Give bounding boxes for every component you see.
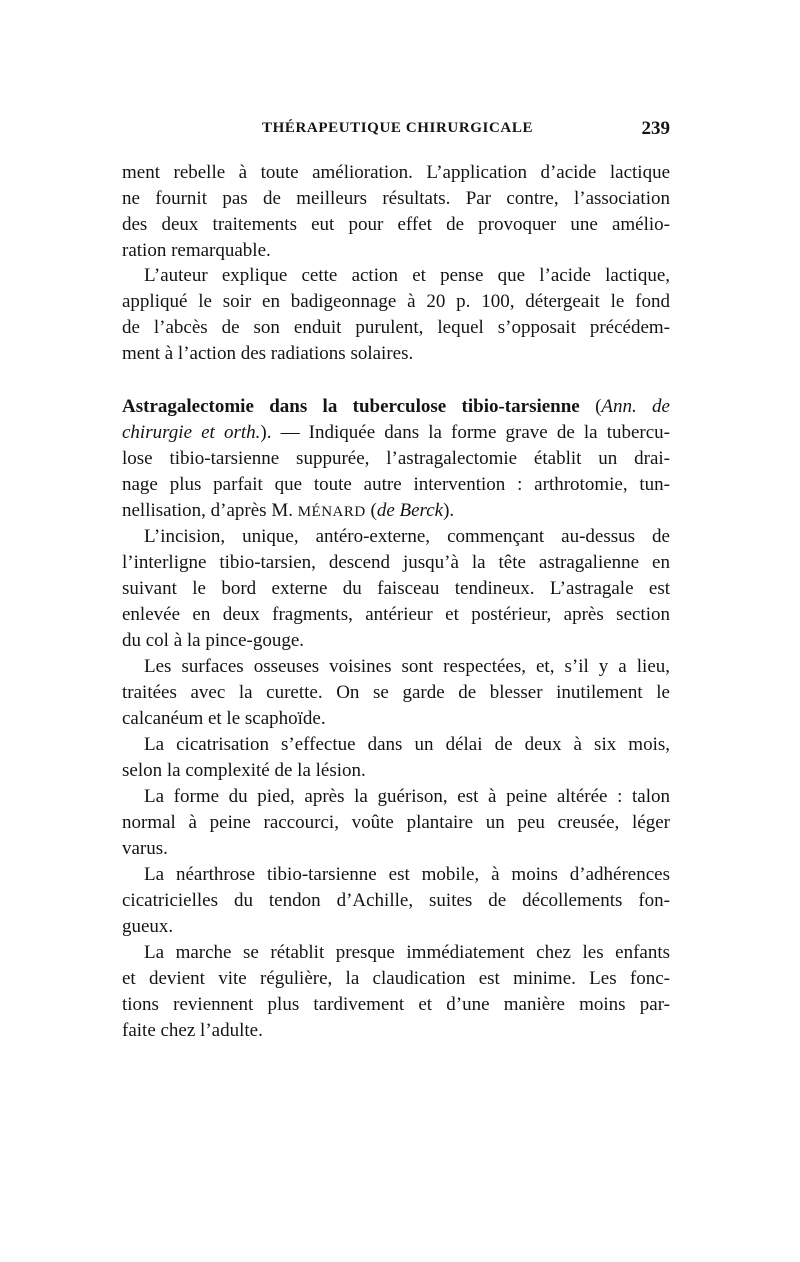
- text-line: cicatricielles du tendon d’Achille, suites de décollements fon-: [122, 890, 670, 911]
- text-line: selon la complexité de la lésion.: [122, 760, 366, 781]
- running-title: THÉRAPEUTIQUE CHIRURGICALE: [262, 120, 534, 136]
- text-line: et devient vite régulière, la claudication est minime. Les fonc-: [122, 968, 670, 989]
- text-line: lose tibio-tarsienne suppurée, l’astragalectomie établit un drai-: [122, 448, 670, 469]
- text-line: tions reviennent plus tardivement et d’une manière moins par-: [122, 994, 670, 1015]
- text-line: Les surfaces osseuses voisines sont respectées, et, s’il y a lieu,: [144, 656, 670, 677]
- text-line: calcanéum et le scaphoïde.: [122, 708, 326, 729]
- text-line: L’incision, unique, antéro-externe, commençant au-dessus de: [144, 526, 670, 547]
- punctuation: ).: [443, 500, 455, 521]
- text-line: La marche se rétablit presque immédiatement chez les enfants: [144, 942, 670, 963]
- text-line: [122, 498, 670, 524]
- text-line: faite chez l’adulte.: [122, 1020, 263, 1041]
- text-line: ment rebelle à toute amélioration. L’application d’acide lactique: [122, 162, 670, 183]
- text-line: ration remarquable.: [122, 240, 271, 261]
- punctuation: (: [365, 500, 377, 521]
- text-line: de l’abcès de son enduit purulent, lequel s’opposait précédem-: [122, 317, 670, 338]
- text-line: gueux.: [122, 916, 174, 937]
- text-line: La cicatrisation s’effectue dans un délai de deux à six mois,: [144, 734, 670, 755]
- text-line: ne fournit pas de meilleurs résultats. Par contre, l’association: [122, 188, 670, 209]
- place-name: de Berck: [376, 500, 444, 521]
- section-heading-line: [122, 394, 670, 420]
- text-run: nellisation, d’après M.: [122, 500, 298, 521]
- text-line: varus.: [122, 838, 168, 859]
- text-line: nage plus parfait que toute autre intervention : arthrotomie, tun-: [122, 474, 670, 495]
- text-line: L’auteur explique cette action et pense que l’acide lactique,: [144, 265, 670, 286]
- text-line: des deux traitements eut pour effet de provoquer une amélio-: [122, 214, 670, 235]
- source-citation: Ann. de: [601, 396, 670, 417]
- text-line: ment à l’action des radiations solaires.: [122, 343, 414, 364]
- text-line: traitées avec la curette. On se garde de blesser inutilement le: [122, 682, 670, 703]
- author-name: MÉNARD: [297, 504, 366, 520]
- text-line: l’interligne tibio-tarsien, descend jusqu’à la tête astragalienne en: [122, 552, 670, 573]
- text-line: normal à peine raccourci, voûte plantaire un peu creusée, léger: [122, 812, 670, 833]
- text-line: La forme du pied, après la guérison, est à peine altérée : talon: [144, 786, 670, 807]
- text-line: La néarthrose tibio-tarsienne est mobile, à moins d’adhérences: [144, 864, 670, 885]
- text-line: du col à la pince-gouge.: [122, 630, 305, 651]
- text-line: enlevée en deux fragments, antérieur et postérieur, après section: [122, 604, 670, 625]
- text-line: appliqué le soir en badigeonnage à 20 p. 100, détergeait le fond: [122, 291, 670, 312]
- source-citation: chirurgie et orth.: [122, 422, 261, 443]
- text-line: [122, 420, 670, 446]
- section-title: Astragalectomie dans la tuberculose tibio-tarsienne: [122, 396, 580, 417]
- running-head: [122, 118, 670, 142]
- page-number: 239: [641, 118, 670, 139]
- punctuation: (: [579, 396, 602, 417]
- text-run: ). — Indiquée dans la forme grave de la tubercu-: [260, 422, 670, 443]
- text-line: suivant le bord externe du faisceau tendineux. L’astragale est: [122, 578, 670, 599]
